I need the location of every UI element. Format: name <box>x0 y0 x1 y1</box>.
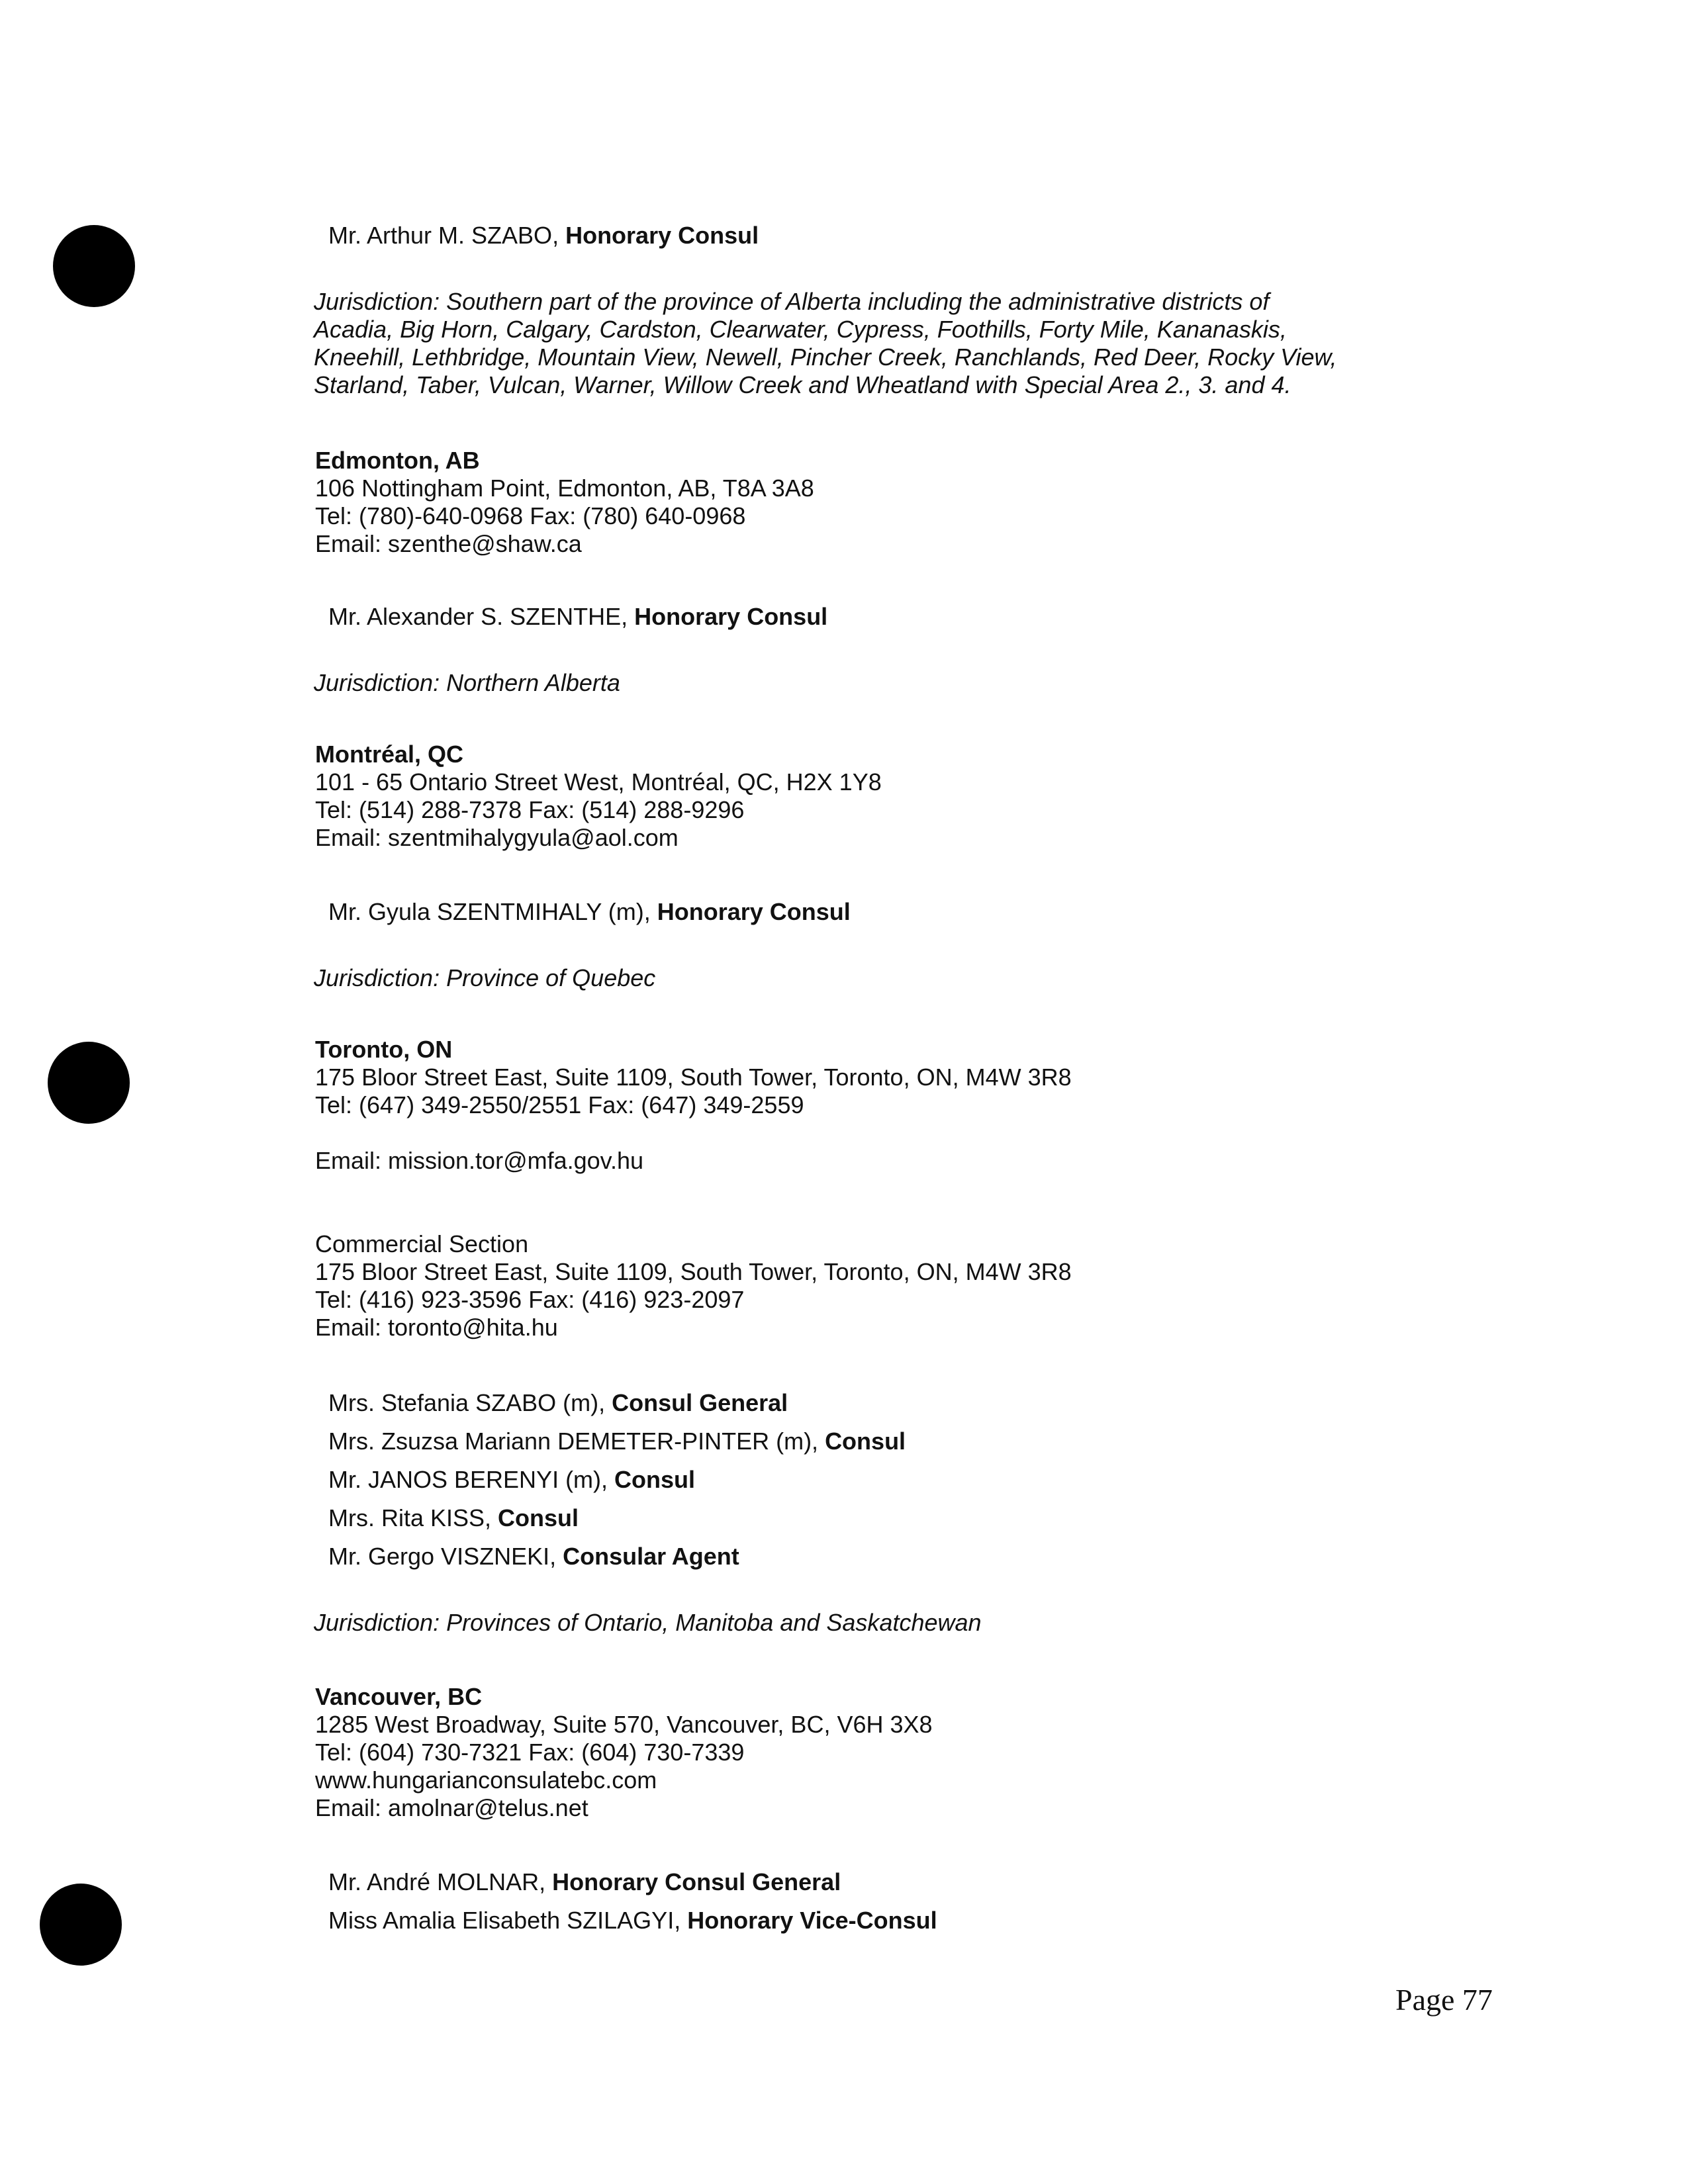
person-name: Mr. Arthur M. SZABO, <box>328 222 566 249</box>
person-title: Consular Agent <box>563 1543 739 1570</box>
person-title: Consul <box>498 1504 579 1531</box>
person-title: Consul General <box>612 1389 788 1416</box>
address: 175 Bloor Street East, Suite 1109, South Tower, Toronto, ON, M4W 3R8 <box>315 1064 1072 1091</box>
person-name: Mr. André MOLNAR, <box>328 1868 553 1895</box>
person-line <box>328 1388 788 1418</box>
person-name: Mrs. Stefania SZABO (m), <box>328 1389 612 1416</box>
city-heading-edmonton: Edmonton, AB <box>315 447 480 474</box>
jurisdiction-line: Acadia, Big Horn, Calgary, Cardston, Clearwater, Cypress, Foothills, Forty Mile, Kananaskis, <box>314 316 1287 343</box>
punch-hole-bottom <box>40 1884 122 1966</box>
email: Email: mission.tor@mfa.gov.hu <box>315 1147 644 1174</box>
address: 101 - 65 Ontario Street West, Montréal, QC, H2X 1Y8 <box>315 768 882 796</box>
commercial-section-heading: Commercial Section <box>315 1230 529 1257</box>
tel-fax: Tel: (647) 349-2550/2551 Fax: (647) 349-2559 <box>315 1091 804 1118</box>
city-heading-montreal: Montréal, QC <box>315 741 464 768</box>
person-title: Honorary Vice-Consul <box>687 1907 937 1934</box>
punch-hole-top <box>53 225 135 307</box>
person-title: Honorary Consul <box>565 222 759 249</box>
city-heading-vancouver: Vancouver, BC <box>315 1683 483 1710</box>
tel-fax: Tel: (416) 923-3596 Fax: (416) 923-2097 <box>315 1286 745 1313</box>
person-line <box>328 1465 695 1494</box>
person-title: Honorary Consul <box>657 898 851 925</box>
person-line <box>328 897 851 927</box>
person-line <box>328 1542 739 1571</box>
email: Email: amolnar@telus.net <box>315 1794 588 1821</box>
person-line <box>328 1504 579 1533</box>
person-name: Mrs. Zsuzsa Mariann DEMETER-PINTER (m), <box>328 1428 825 1455</box>
email: Email: szentmihalygyula@aol.com <box>315 824 679 851</box>
person-line <box>328 1427 906 1456</box>
jurisdiction-line: Jurisdiction: Southern part of the province of Alberta including the administrative districts of <box>314 288 1270 315</box>
address: 106 Nottingham Point, Edmonton, AB, T8A 3A8 <box>315 475 814 502</box>
person-name: Miss Amalia Elisabeth SZILAGYI, <box>328 1907 688 1934</box>
email: Email: toronto@hita.hu <box>315 1314 558 1341</box>
jurisdiction-line: Kneehill, Lethbridge, Mountain View, Newell, Pincher Creek, Ranchlands, Red Deer, Rocky View, <box>314 343 1337 371</box>
person-title: Consul <box>825 1428 906 1455</box>
person-name: Mrs. Rita KISS, <box>328 1504 498 1531</box>
person-name: Mr. Gergo VISZNEKI, <box>328 1543 563 1570</box>
jurisdiction-line: Starland, Taber, Vulcan, Warner, Willow Creek and Wheatland with Special Area 2., 3. and 4. <box>314 371 1291 398</box>
page-number: Page 77 <box>1395 1983 1493 2017</box>
person-line <box>328 1868 841 1897</box>
address: 1285 West Broadway, Suite 570, Vancouver, BC, V6H 3X8 <box>315 1711 933 1738</box>
jurisdiction-line: Jurisdiction: Northern Alberta <box>314 669 620 696</box>
website: www.hungarianconsulatebc.com <box>315 1766 657 1794</box>
person-name: Mr. JANOS BERENYI (m), <box>328 1466 615 1493</box>
person-line <box>328 1906 937 1935</box>
jurisdiction-line: Jurisdiction: Province of Quebec <box>314 964 656 991</box>
person-name: Mr. Gyula SZENTMIHALY (m), <box>328 898 657 925</box>
person-title: Consul <box>614 1466 696 1493</box>
punch-hole-middle <box>48 1042 130 1124</box>
tel-fax: Tel: (780)-640-0968 Fax: (780) 640-0968 <box>315 502 746 529</box>
jurisdiction-line: Jurisdiction: Provinces of Ontario, Manitoba and Saskatchewan <box>314 1609 982 1636</box>
person-title: Honorary Consul <box>634 603 828 630</box>
email: Email: szenthe@shaw.ca <box>315 530 582 557</box>
person-line <box>328 602 827 631</box>
person-line <box>328 221 759 250</box>
person-name: Mr. Alexander S. SZENTHE, <box>328 603 635 630</box>
city-heading-toronto: Toronto, ON <box>315 1036 453 1063</box>
person-title: Honorary Consul General <box>552 1868 841 1895</box>
tel-fax: Tel: (604) 730-7321 Fax: (604) 730-7339 <box>315 1739 745 1766</box>
address: 175 Bloor Street East, Suite 1109, South Tower, Toronto, ON, M4W 3R8 <box>315 1258 1072 1285</box>
tel-fax: Tel: (514) 288-7378 Fax: (514) 288-9296 <box>315 796 745 823</box>
